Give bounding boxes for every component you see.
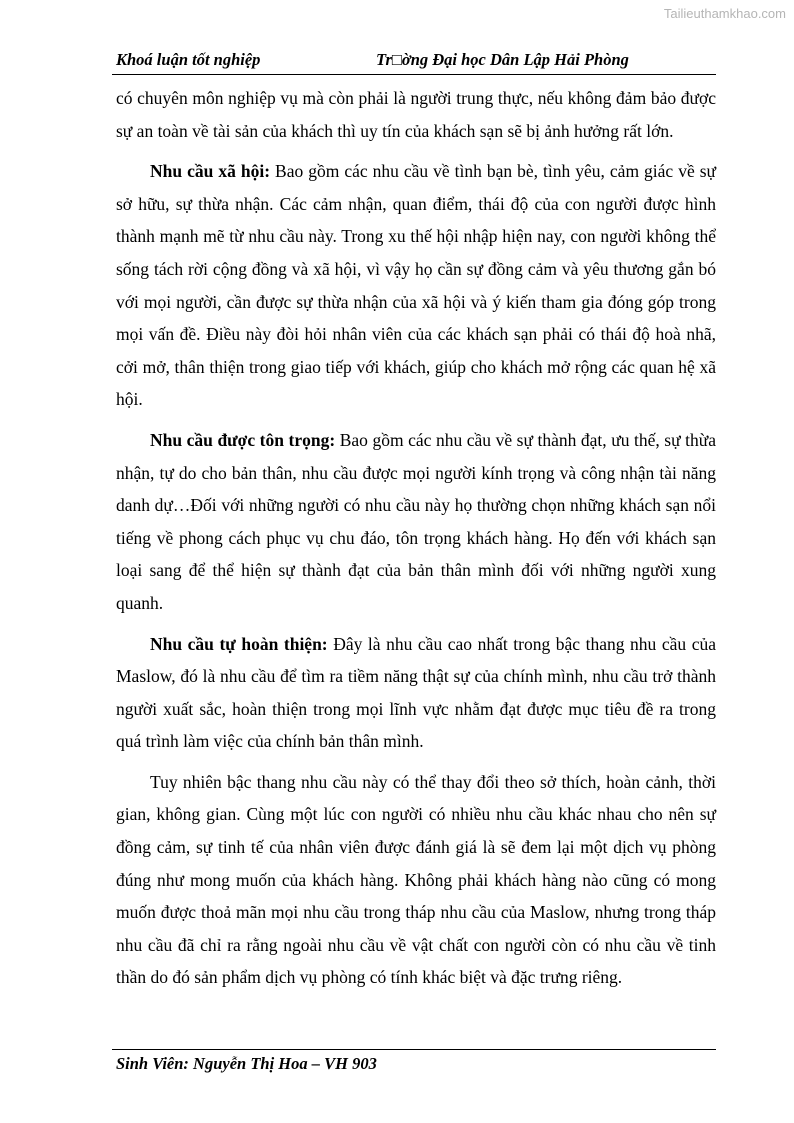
paragraph-lead: Nhu cầu tự hoàn thiện: xyxy=(150,633,328,654)
header-thesis-title: Khoá luận tốt nghiệp xyxy=(116,50,261,69)
paragraph-continuation xyxy=(116,82,716,147)
header-university: Tr□ờng Đại học Dân Lập Hải Phòng xyxy=(376,50,629,69)
paragraph-text: có chuyên môn nghiệp vụ mà còn phải là người trung thực, nếu không đảm bảo được sự an toàn về tài sản của khách thì uy tín của khách sạn sẽ bị ảnh hưởng rất lớn. xyxy=(116,88,716,141)
paragraph-text: Bao gồm các nhu cầu về tình bạn bè, tình yêu, cảm giác về sự sở hữu, sự thừa nhận. Các cảm nhận, quan điểm, thái độ của con người được hình thành mạnh mẽ từ nhu cầu này. Trong xu thế hội nhập hiện nay, con người không thể sống tách rời cộng đồng và xã hội, vì vậy họ cần sự đồng cảm và yêu thương gắn bó với mọi người, cần được sự thừa nhận của xã hội và ý kiến tham gia đóng góp trong mọi vấn đề. Điều này đòi hỏi nhân viên của các khách sạn phải có thái độ hoà nhã, cởi mở, thân thiện trong giao tiếp với khách, giúp cho khách mở rộng các quan hệ xã hội. xyxy=(116,161,717,410)
paragraph-social-needs xyxy=(116,155,716,416)
paragraph-text: Tuy nhiên bậc thang nhu cầu này có thể thay đổi theo sở thích, hoàn cảnh, thời gian, không gian. Cùng một lúc con người có nhiều nhu cầu khác nhau cho nên sự đồng cảm, sự tinh tế của nhân viên được đánh giá là sẽ đem lại một dịch vụ phòng đúng như mong muốn của khách hàng. Không phải khách hàng nào cũng có mong muốn được thoả mãn mọi nhu cầu trong tháp nhu cầu của Maslow, nhưng trong tháp nhu cầu đã chỉ ra rằng ngoài nhu cầu về vật chất con người còn có nhu cầu về tinh thần do đó sản phẩm dịch vụ phòng có tính khác biệt và đặc trưng riêng. xyxy=(116,771,716,988)
paragraph-lead: Nhu cầu được tôn trọng: xyxy=(150,429,336,450)
paragraph-lead: Nhu cầu xã hội: xyxy=(150,161,271,182)
header-divider xyxy=(112,74,716,75)
page-header xyxy=(116,50,712,72)
paragraph-text: Bao gồm các nhu cầu về sự thành đạt, ưu thế, sự thừa nhận, tự do cho bản thân, nhu cầu được mọi người kính trọng và công nhận tài năng danh dự…Đối với những người có nhu cầu này họ thường chọn những khách sạn nổi tiếng về phong cách phục vụ chu đáo, tôn trọng khách hàng. Họ đến với khách sạn loại sang để thể hiện sự thành đạt của bản thân mình đối với những người xung quanh. xyxy=(116,429,716,613)
paragraph-esteem-needs xyxy=(116,424,716,620)
body-text xyxy=(116,82,716,994)
paragraph-text: Đây là nhu cầu cao nhất trong bậc thang nhu cầu của Maslow, đó là nhu cầu để tìm ra tiềm năng thật sự của chính mình, nhu cầu trở thành người xuất sắc, hoàn thiện trong mọi lĩnh vực nhằm đạt được mục tiêu đề ra trong quá trình làm việc của chính bản thân mình. xyxy=(116,633,716,752)
paragraph-conclusion xyxy=(116,766,716,994)
page-footer: Sinh Viên: Nguyễn Thị Hoa – VH 903 xyxy=(116,1054,377,1073)
paragraph-self-actualization xyxy=(116,628,716,758)
footer-divider xyxy=(112,1049,716,1050)
watermark: Tailieuthamkhao.com xyxy=(663,6,786,21)
